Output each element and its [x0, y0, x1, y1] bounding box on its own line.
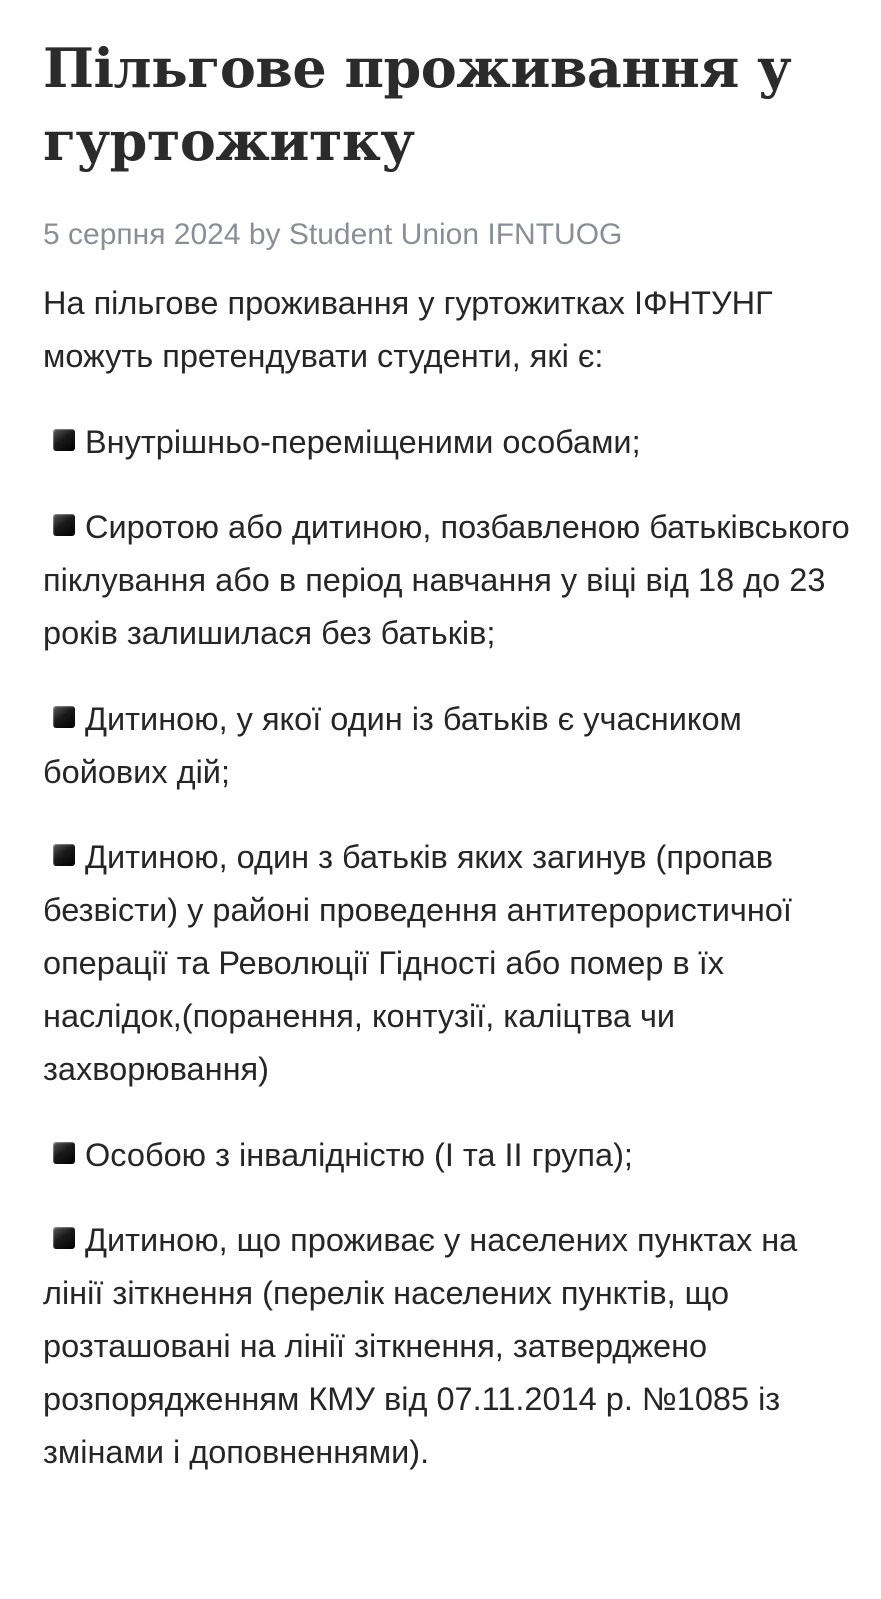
black-square-bullet-icon: [53, 429, 75, 451]
list-item-text: Дитиною, що проживає у населених пунктах на лінії зіткнення (перелік населених пунктів, що розташовані на лінії зіткнення, затверджено розпорядженням КМУ від 07.11.2014 р. №1085 із змінами і доповненнями).: [43, 1222, 798, 1470]
post-date[interactable]: 5 серпня 2024: [43, 218, 241, 251]
list-item: [43, 1129, 858, 1182]
list-item-text: Дитиною, один з батьків яких загинув (пропав безвісти) у районі проведення антитерористичної операції та Революції Гідності або помер в їх наслідок,(поранення, контузії, каліцтва чи захворювання): [43, 839, 792, 1087]
list-item: [43, 416, 858, 469]
black-square-bullet-icon: [53, 706, 75, 728]
list-item-text: Внутрішньо-переміщеними особами;: [85, 423, 641, 460]
list-item-text: Дитиною, у якої один із батьків є учасником бойових дій;: [43, 700, 742, 790]
list-item: [43, 693, 858, 799]
post-author[interactable]: Student Union IFNTUOG: [288, 218, 623, 251]
black-square-bullet-icon: [53, 1227, 75, 1249]
list-item: [43, 1214, 858, 1479]
list-item-text: Сиротою або дитиною, позбавленою батьківського піклування або в період навчання у віці від 18 до 23 років залишилася без батьків;: [43, 509, 850, 651]
intro-paragraph: На пільгове проживання у гуртожитках ІФНТУНГ можуть претендувати студенти, які є:: [43, 285, 773, 374]
post-meta: [43, 215, 858, 255]
list-item-text: Особою з інвалідністю (І та ІІ група);: [85, 1136, 633, 1173]
article: [43, 32, 858, 1512]
black-square-bullet-icon: [53, 844, 75, 866]
black-square-bullet-icon: [53, 1142, 75, 1164]
list-item: [43, 501, 858, 660]
page-title: Пільгове проживання у гуртожитку: [43, 36, 792, 173]
post-by: by: [248, 218, 281, 251]
list-item: [43, 831, 858, 1096]
black-square-bullet-icon: [53, 514, 75, 536]
